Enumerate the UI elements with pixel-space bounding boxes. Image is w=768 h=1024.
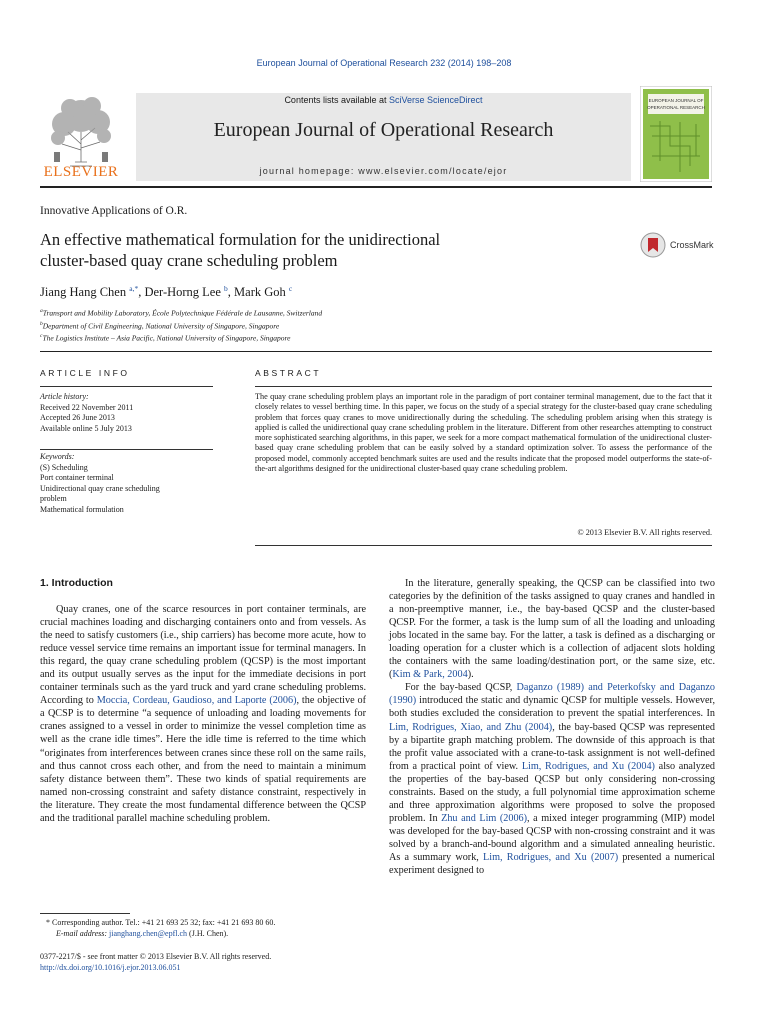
section-heading-introduction: 1. Introduction [40,577,113,589]
journal-citation[interactable]: European Journal of Operational Research 232 (2014) 198–208 [256,58,512,68]
keyword: Port container terminal [40,473,114,482]
abstract-rule [255,545,712,546]
citation-link[interactable]: Lim, Rodrigues, and Xu (2004) [521,760,655,772]
keywords-label: Keywords: [40,452,75,461]
affiliation: $^c$The Logistics Institute – Asia Pacific, National University of Singapore, Singapore [40,333,291,343]
affiliation: $^a$Transport and Mobility Laboratory, École Polytechnique Fédérale de Lausanne, Switzerland [40,308,323,318]
header-rule [40,186,712,188]
paragraph: For the bay-based QCSP, Daganzo (1989) and Peterkofsky and Daganzo (1990) introduced the static and dynamic QCSP for multiple vessels. However, both studies excluded the consideration to prevent the spatial interferences. In Lim, Rodrigues, Xiao, and Zhu (2004), the bay-based QCSP was represented by a bipartite graph matching problem. The downside of this approach is that the profit value associated with a crane-to-task assignment is not well-defined from a practical point of view. Lim, Rodrigues, and Xu (2004) also analyzed the properties of the bay-based QCSP but only considering non-crossing constraints. Based on the study, a full polynomial time approximation scheme and three approximation algorithms were proposed to solve the proposed problem. In Zhu and Lim (2006), a mixed integer programming (MIP) model was developed for the bay-based QCSP with non-crossing constraint and it was solved by a branch-and-bound algorithm and a simulated annealing heuristic. As a summary work, Lim, Rodrigues, and Xu (2007) presented a numerical experiment designed to [389,682,716,877]
citation-link[interactable]: Daganzo (1989) and Peterkofsky and Daganzo (1990) [389,682,715,707]
author-affil-sup[interactable]: b [224,284,228,293]
abstract-copyright: © 2013 Elsevier B.V. All rights reserved. [577,528,712,537]
citation-link[interactable]: Lim, Rodrigues, and Xu (2007) [483,851,619,863]
article-title-line-1: An effective mathematical formulation for the unidirectional [40,230,441,249]
email-line: E-mail address: jianghang.chen@epfl.ch (J.H. Chen). [56,929,229,938]
info-rule [40,449,213,450]
body-column-left [40,603,366,825]
footnote-rule [40,913,130,914]
keyword: Unidirectional quay crane scheduling [40,483,160,493]
article-title [40,229,600,271]
section-type: Innovative Applications of O.R. [40,205,188,217]
keywords [40,452,215,515]
keyword: problem [40,494,67,503]
author-name[interactable]: Jiang Hang Chen [40,285,127,300]
corresponding-author-note: * Corresponding author. Tel.: +41 21 693 25 32; fax: +41 21 693 80 60. [46,918,276,927]
svg-text:OPERATIONAL RESEARCH: OPERATIONAL RESEARCH [647,105,705,110]
journal-homepage[interactable]: journal homepage: www.elsevier.com/locate/ejor [259,166,508,176]
keyword: (S) Scheduling [40,462,88,472]
author-name[interactable]: Mark Goh [234,285,286,300]
sciencedirect-link[interactable]: SciVerse ScienceDirect [389,95,483,105]
article-history [40,392,133,434]
accepted-date: Accepted 26 June 2013 [40,413,115,422]
citation-link[interactable]: Lim, Rodrigues, Xiao, and Zhu (2004) [389,721,553,733]
author-affil-sup[interactable]: c [288,284,293,293]
received-date: Received 22 November 2011 [40,402,134,412]
author-list: Jiang Hang Chen $^{a,*}$, Der-Horng Lee $^b$, Mark Goh $^c$ [40,284,293,300]
author-name[interactable]: Der-Horng Lee [144,285,221,300]
keyword: Mathematical formulation [40,504,124,514]
paragraph: In the literature, generally speaking, the QCSP can be classified into two categories by the definition of the tasks assigned to quay cranes and handled in a non-preemptive manner, i.e., the bay-based QCSP and the cluster-based QCSP. For the former, a task is the lump sum of all the loading and unloading jobs located in the same bay. For the latter, a task is defined as a discharging or loading operation for a cluster which is a collection of adjacent slots holding the containers with the same loading/destination port, or the same size, etc. (Kim & Park, 2004). [389,578,715,681]
abstract-rule [255,386,712,387]
journal-cover-thumbnail[interactable] [640,86,712,182]
svg-text:EUROPEAN JOURNAL OF: EUROPEAN JOURNAL OF [648,98,704,103]
footnote [40,917,275,939]
citation-link[interactable]: Zhu and Lim (2006) [441,812,528,824]
abstract-heading: ABSTRACT [255,368,322,378]
affiliations [40,306,322,344]
affiliation: $^b$Department of Civil Engineering, National University of Singapore, Singapore [40,320,280,330]
crossmark-icon [640,232,666,258]
article-info-heading: ARTICLE INFO [40,368,130,378]
front-matter [40,951,271,973]
crossmark-badge[interactable] [640,232,720,258]
contents-prefix: Contents lists available at [284,95,389,105]
body-column-right [389,577,715,877]
journal-title: European Journal of Operational Research [213,119,554,141]
issn-line: 0377-2217/$ - see front matter © 2013 Elsevier B.V. All rights reserved. [40,952,272,961]
citation-link[interactable]: Moccia, Cordeau, Gaudioso, and Laporte (2006) [96,695,297,707]
article-title-line-2: cluster-based quay crane scheduling problem [40,251,338,270]
history-label: Article history: [40,392,89,401]
citation-link[interactable]: Kim & Park, 2004 [392,669,468,681]
online-date: Available online 5 July 2013 [40,423,132,433]
paragraph: Quay cranes, one of the scarce resources in port container terminals, are crucial machines loading and discharging containers onto and from vessels. As the need to satisfy customers (i.e., ship carriers) has become more acute, how to reduce vessel service time remains an important issue for terminal managers. In this regard, the quay crane scheduling problem (QCSP) is the most important and its output usually serves as the input for the immediate decisions in port container terminals such as the yard truck and yard crane scheduling problems. According to Moccia, Cordeau, Gaudioso, and Laporte (2006), the objective of a QCSP is to determine “a sequence of unloading and loading movements for cranes assigned to a vessel in order to minimize the vessel completion time as well as the crane idle times”. Here the idle time is referred to the time which “originates from interferences between cranes since these roll on the same rails, and thus cannot cross each other, and from the need to maintain a minimum safety distance between them”. These two kinds of spatial requirements are named non-crossing constraint and safety distance constraint, respectively in the literature. They create the most fundamental difference between the QCSP and the traditional parallel machine scheduling problem. [40,604,366,824]
elsevier-wordmark: ELSEVIER [43,164,119,180]
info-rule [40,386,213,387]
author-affil-sup[interactable]: a,* [129,284,139,293]
contents-line [136,95,631,105]
section-rule [40,351,712,352]
email-link[interactable]: jianghang.chen@epfl.ch [109,929,188,938]
doi-link[interactable]: http://dx.doi.org/10.1016/j.ejor.2013.06.051 [40,963,181,972]
crossmark-label: CrossMark [670,240,714,250]
abstract-text: The quay crane scheduling problem plays an important role in the paradigm of port container terminal management, due to the fact that it closely relates to vessel berthing time. In this paper, we focus on the study of a special strategy for the cluster-based quay crane scheduling problem that forces quay cranes to move unidirectionally during the scheduling. The scheduling problem arising when this strategy is applied is called the unidirectional quay crane scheduling problem in the literature. Different from other researches attempting to construct more sophisticated searching algorithms, in this paper, we seek for a more compact mathematical formulation of the unidirectional cluster-based quay crane scheduling problem that can be easily solved by a standard optimization solver. To assess the performance of the proposed model, commonly accepted benchmark suites are used and the results indicate that the proposed model outperforms the state-of-the-art algorithms designed for the unidirectional cluster-based quay crane scheduling problem. [255,392,712,474]
